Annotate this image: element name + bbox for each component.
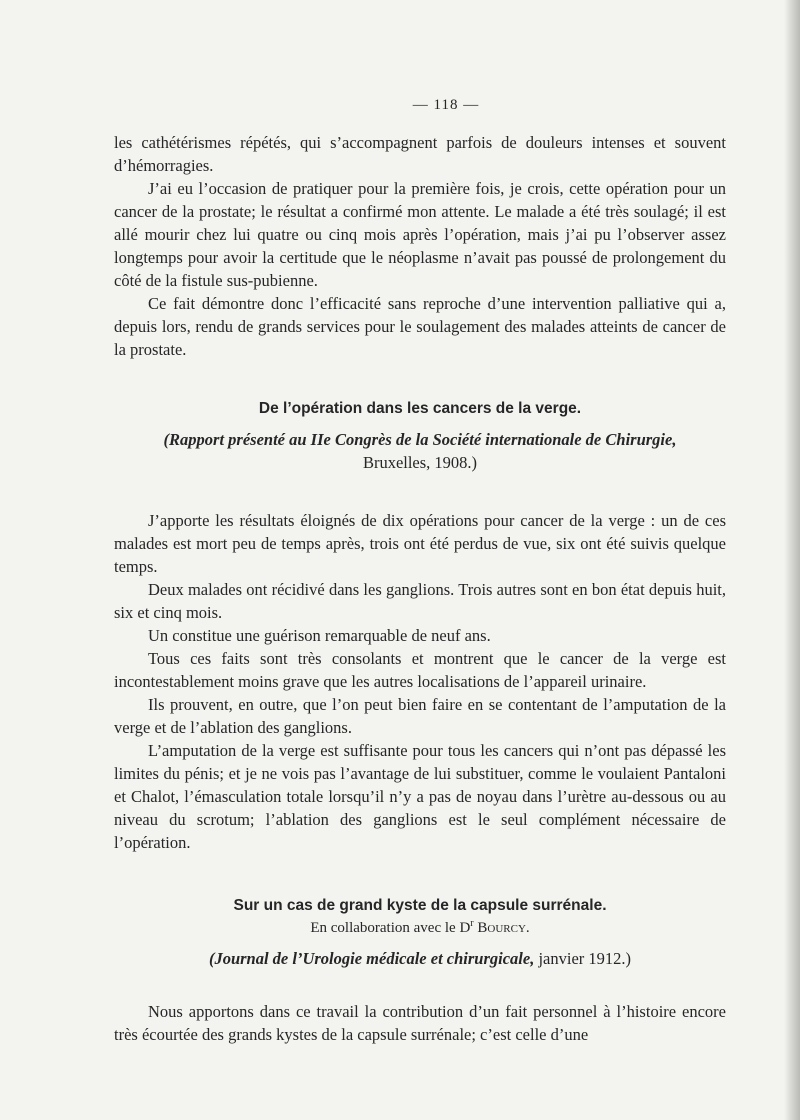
paragraph-continuation: les cathétérismes répétés, qui s’accompagnent parfois de douleurs intenses et souvent d’hémorragies. <box>114 133 726 175</box>
page-edge-shadow <box>784 0 800 1120</box>
paragraph-verge-1: J’apporte les résultats éloignés de dix opérations pour cancer de la verge : un de ces malades est mort peu de temps après, trois ont été perdus de vue, six ont été suivis quelque temps. <box>114 511 726 576</box>
paragraph-palliative-intervention: Ce fait démontre donc l’efficacité sans reproche d’une intervention palliative qui a, depuis lors, rendu de grands services pour le soulagement des malades atteints de cancer de la prostate. <box>114 294 726 359</box>
source-rest: Bruxelles, 1908.) <box>362 453 478 472</box>
section-title-verge: De l’opération dans les cancers de la verge. <box>258 400 582 417</box>
source-italic: (Rapport présenté au IIe Congrès de la Société internationale de Chirurgie, <box>163 430 677 449</box>
section-source-verge <box>114 428 726 474</box>
text-block <box>114 95 726 1046</box>
section-collaboration <box>114 917 726 939</box>
source-italic-kyste: (Journal de l’Urologie médicale et chirurgicale, <box>208 949 535 968</box>
paragraph-verge-5: Ils prouvent, en outre, que l’on peut bien faire en se contentant de l’amputation de la verge et de l’ablation des ganglions. <box>114 695 726 737</box>
paragraph-verge-4: Tous ces faits sont très consolants et montrent que le cancer de la verge est incontestablement moins grave que les autres localisations de l’appareil urinaire. <box>114 649 726 691</box>
paragraph-prostate-operation: J’ai eu l’occasion de pratiquer pour la première fois, je crois, cette opération pour un cancer de la prostate; le résultat a confirmé mon attente. Le malade a été très soulagé; il est allé mourir chez lui quatre ou cinq mois après l’opération, mais j’ai pu l’observer assez longtemps pour avoir la certitude que le néoplasme n’avait pas poussé de prolongement du côté de la fistule sus-pubienne. <box>114 179 726 290</box>
page-number: — 118 — <box>412 97 480 113</box>
collab-name: Bourcy. <box>477 920 530 936</box>
paragraph-verge-3: Un constitue une guérison remarquable de neuf ans. <box>148 626 491 645</box>
collab-prefix: En collaboration avec le D <box>310 920 471 936</box>
source-rest-kyste: janvier 1912.) <box>538 949 632 968</box>
paragraph-kyste-1: Nous apportons dans ce travail la contribution d’un fait personnel à l’histoire encore très écourtée des grands kystes de la capsule surrénale; c’est celle d’une <box>114 1002 726 1044</box>
paragraph-verge-6: L’amputation de la verge est suffisante pour tous les cancers qui n’ont pas dépassé les limites du pénis; et je ne vois pas l’avantage de lui substituer, comme le voulaient Pantaloni et Chalot, l’émasculation totale lorsqu’il n’y a pas de noyau dans l’urètre au-dessous ou au niveau du scrotum; l’ablation des ganglions est le seul complément nécessaire de l’opération. <box>114 741 726 852</box>
paragraph-verge-2: Deux malades ont récidivé dans les ganglions. Trois autres sont en bon état depuis huit, six et cinq mois. <box>114 580 726 622</box>
section-title-kyste: Sur un cas de grand kyste de la capsule surrénale. <box>233 897 607 914</box>
collab-sup: r <box>470 918 474 929</box>
section-source-kyste <box>114 947 726 970</box>
